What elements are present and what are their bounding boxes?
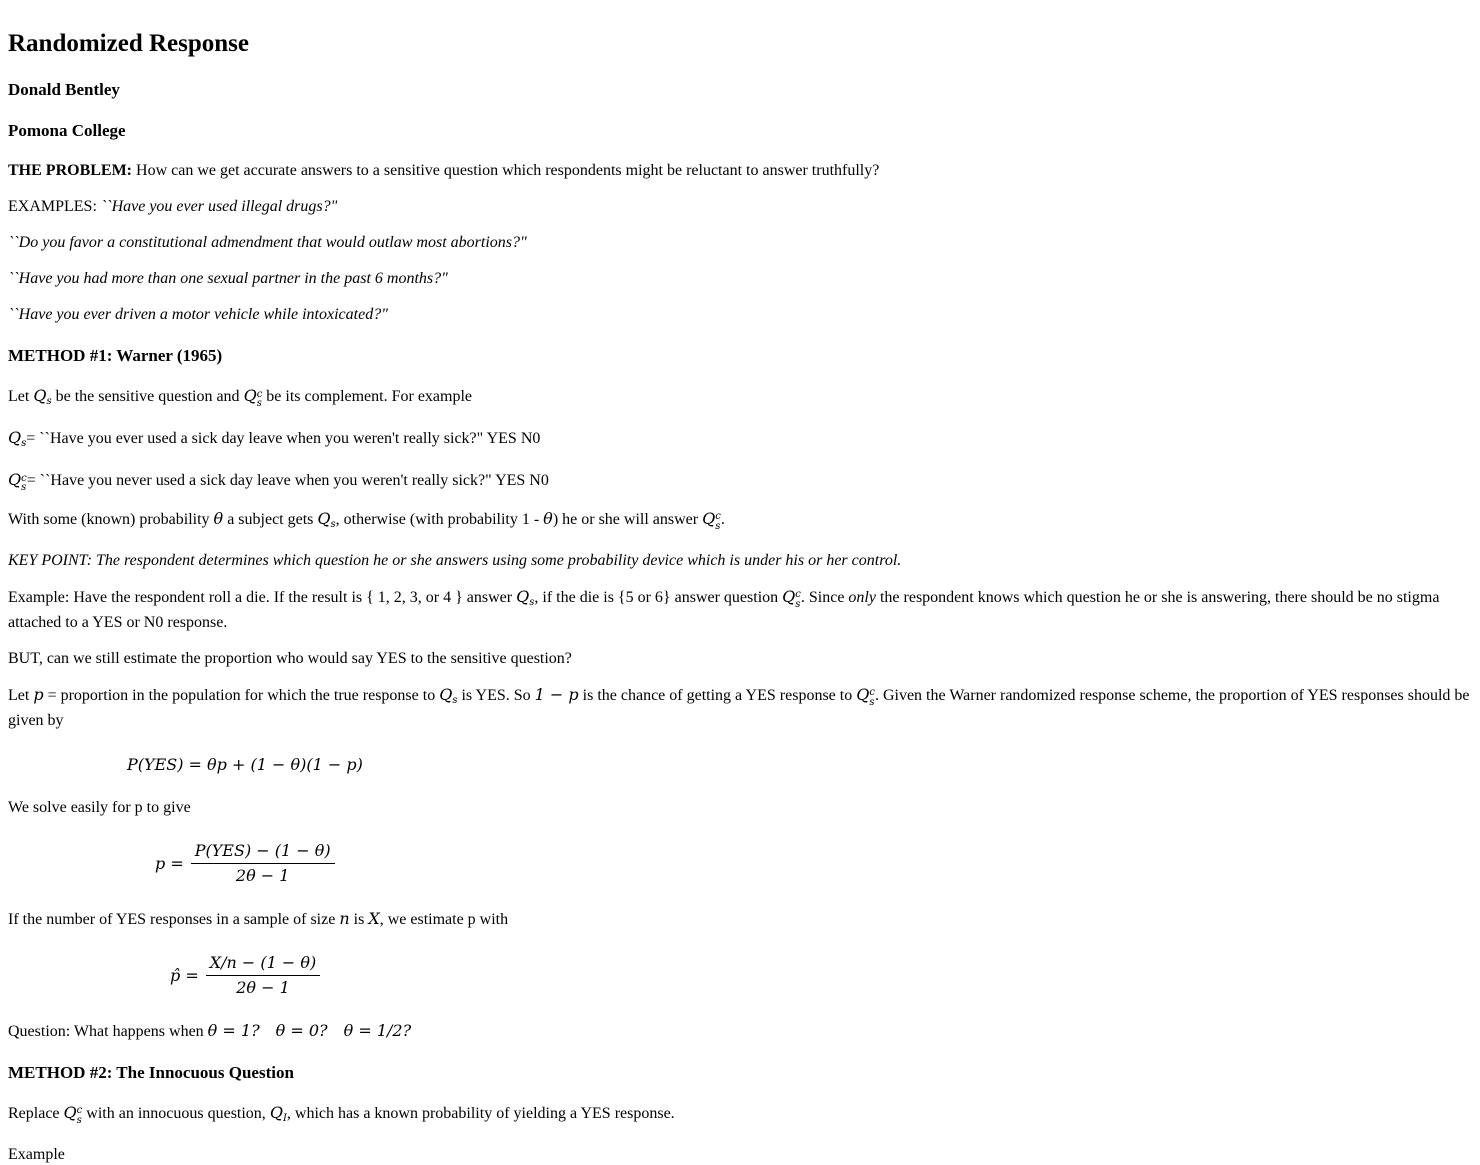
problem-label: THE PROBLEM: xyxy=(8,162,133,179)
math-Q: Q xyxy=(516,586,530,606)
equation-pyes xyxy=(127,755,1472,774)
math-sub-s: s xyxy=(529,596,535,608)
text-segment: = proportion in the population for which the true response to xyxy=(43,686,440,704)
method1-heading: METHOD #1: Warner (1965) xyxy=(8,346,223,365)
text-segment: Question: What happens when xyxy=(8,1022,208,1040)
page-title: Randomized Response xyxy=(8,30,249,57)
text-segment: is xyxy=(349,910,369,928)
math-Qsc xyxy=(856,684,875,708)
math-sub-s: s xyxy=(21,482,27,493)
equation-p-fraction xyxy=(191,842,335,885)
text-segment: ) he or she will answer xyxy=(552,510,703,528)
examples-label: EXAMPLES: xyxy=(8,198,101,215)
equation-phat-fraction xyxy=(206,954,321,997)
math-one-minus-p: 1 − p xyxy=(534,684,579,704)
math-Qs xyxy=(8,428,26,447)
fraction-denominator: 2θ − 1 xyxy=(235,865,290,885)
equation-pyes-expression: P(YES) = θp + (1 − θ)(1 − p) xyxy=(127,754,363,774)
author: Donald Bentley xyxy=(8,80,120,99)
math-sub-s: s xyxy=(452,694,458,706)
math-sub-s: s xyxy=(256,398,262,409)
math-Qsc xyxy=(702,508,721,532)
math-sup-c: c xyxy=(21,472,27,484)
fraction-numerator: P(YES) − (1 − θ) xyxy=(191,842,335,864)
text-segment: is YES. So xyxy=(457,686,535,704)
text-segment: be its complement. For example xyxy=(262,388,473,405)
warner-setup xyxy=(8,386,1472,412)
math-Q: Q xyxy=(856,684,870,704)
fraction-denominator: 2θ − 1 xyxy=(236,977,290,997)
math-Qs xyxy=(33,386,51,405)
probability-line xyxy=(8,509,1472,535)
math-Q: Q xyxy=(317,508,331,528)
math-QI xyxy=(270,1103,287,1122)
solve-note: We solve easily for p to give xyxy=(8,798,191,816)
math-sup-c: c xyxy=(869,687,875,698)
method2-heading: METHOD #2: The Innocuous Question xyxy=(8,1062,294,1082)
complement-question-line xyxy=(8,470,1472,493)
math-sub-s: s xyxy=(76,1114,82,1126)
math-theta-cases: θ = 1? θ = 0? θ = 1/2? xyxy=(207,1020,412,1040)
text-segment: . Given the Warner randomized response scheme, the proportion of YES responses should be given by xyxy=(8,686,1470,729)
math-Q: Q xyxy=(63,1102,77,1122)
text-segment: be the sensitive question and xyxy=(51,388,244,405)
emphasis-only: only xyxy=(848,588,876,606)
math-sub-s: s xyxy=(869,696,875,708)
example-question-2 xyxy=(8,233,1472,253)
math-theta: θ xyxy=(543,508,553,528)
text-segment: Example: Have the respondent roll a die. If the result is { 1, 2, 3, or 4 } answer xyxy=(8,588,517,606)
math-p: p xyxy=(33,684,44,704)
example-question-4 xyxy=(8,305,1472,325)
math-sub-s: s xyxy=(715,520,721,532)
math-Qs xyxy=(317,509,335,528)
equation-p xyxy=(155,842,1472,885)
math-Q: Q xyxy=(8,428,22,447)
math-Q: Q xyxy=(439,684,453,704)
text-segment: If the number of YES responses in a sample of size xyxy=(8,910,340,928)
math-Q: Q xyxy=(33,386,47,405)
theta-question xyxy=(8,1021,1472,1042)
math-Q: Q xyxy=(782,586,796,606)
text-segment: = ``Have you ever used a sick day leave when you weren't really sick?" YES N0 xyxy=(26,430,541,447)
problem-text: How can we get accurate answers to a sensitive question which respondents might be reluctant to answer truthfully? xyxy=(132,162,880,179)
math-sup-c: c xyxy=(256,388,263,400)
text-segment: , we estimate p with xyxy=(379,910,509,928)
math-sub-s: s xyxy=(21,438,27,449)
math-Q: Q xyxy=(8,470,22,489)
method2-example-label: Example xyxy=(8,1145,65,1163)
die-example xyxy=(8,587,1472,633)
text-segment: with an innocuous question, xyxy=(82,1104,270,1122)
math-Qs xyxy=(439,685,457,704)
math-n: n xyxy=(339,908,350,928)
math-Q: Q xyxy=(702,508,716,528)
math-sub-I: I xyxy=(282,1112,287,1124)
text-segment: the respondent knows which question he or she is answering, there should be no stigma attached to a YES or N0 response. xyxy=(8,588,1440,631)
replace-line xyxy=(8,1103,1472,1129)
math-sup-c: c xyxy=(795,589,801,600)
text-segment: . Since xyxy=(800,588,849,606)
example-question-1: ``Have you ever used illegal drugs?" xyxy=(100,198,338,215)
math-X: X xyxy=(368,908,380,928)
text-segment: is the chance of getting a YES response to xyxy=(578,686,857,704)
sensitive-question-line xyxy=(8,428,1472,454)
examples-intro xyxy=(8,197,1472,217)
proportion-setup xyxy=(8,685,1472,731)
math-Qs xyxy=(516,587,534,606)
affiliation: Pomona College xyxy=(8,121,126,140)
math-Qsc xyxy=(243,386,263,409)
math-Q: Q xyxy=(269,1102,283,1122)
example-question-3 xyxy=(8,269,1472,289)
math-theta: θ xyxy=(213,508,224,528)
sample-note xyxy=(8,909,1472,930)
example-question-2-text: ``Do you favor a constitutional admendment that would outlaw most abortions?" xyxy=(8,234,527,251)
equation-phat xyxy=(170,954,1472,997)
text-segment: = ``Have you never used a sick day leave when you weren't really sick?" YES N0 xyxy=(26,472,549,489)
key-point-text: KEY POINT: The respondent determines which question he or she answers using some probability device which is under his or her control. xyxy=(8,551,902,569)
math-Qsc xyxy=(63,1102,83,1126)
math-sup-c: c xyxy=(715,511,721,522)
text-segment: Let xyxy=(8,686,34,704)
key-point xyxy=(8,551,1472,571)
equation-phat-lhs: p̂ = xyxy=(170,965,199,985)
math-Qsc xyxy=(8,470,27,493)
math-sub-s: s xyxy=(330,518,336,530)
text-segment: With some (known) probability xyxy=(8,510,214,528)
math-sub-s: s xyxy=(795,598,801,610)
math-sup-c: c xyxy=(76,1105,83,1116)
text-segment: a subject gets xyxy=(223,510,318,528)
text-segment: Let xyxy=(8,388,34,405)
but-question: BUT, can we still estimate the proportion who would say YES to the sensitive question? xyxy=(8,649,572,667)
example-question-3-text: ``Have you had more than one sexual partner in the past 6 months?" xyxy=(8,270,448,287)
math-sub-s: s xyxy=(46,396,52,407)
text-segment: , otherwise (with probability 1 - xyxy=(335,510,544,528)
math-Qsc xyxy=(782,586,801,610)
problem-statement xyxy=(8,161,1472,181)
text-segment: . xyxy=(720,510,725,528)
text-segment: , if the die is {5 or 6} answer question xyxy=(534,588,783,606)
equation-p-lhs: p = xyxy=(155,853,184,873)
math-Q: Q xyxy=(243,386,257,405)
text-segment: Replace xyxy=(8,1104,64,1122)
fraction-numerator: X/n − (1 − θ) xyxy=(206,954,321,976)
text-segment: , which has a known probability of yielding a YES response. xyxy=(286,1104,675,1122)
example-question-4-text: ``Have you ever driven a motor vehicle while intoxicated?" xyxy=(8,306,388,323)
